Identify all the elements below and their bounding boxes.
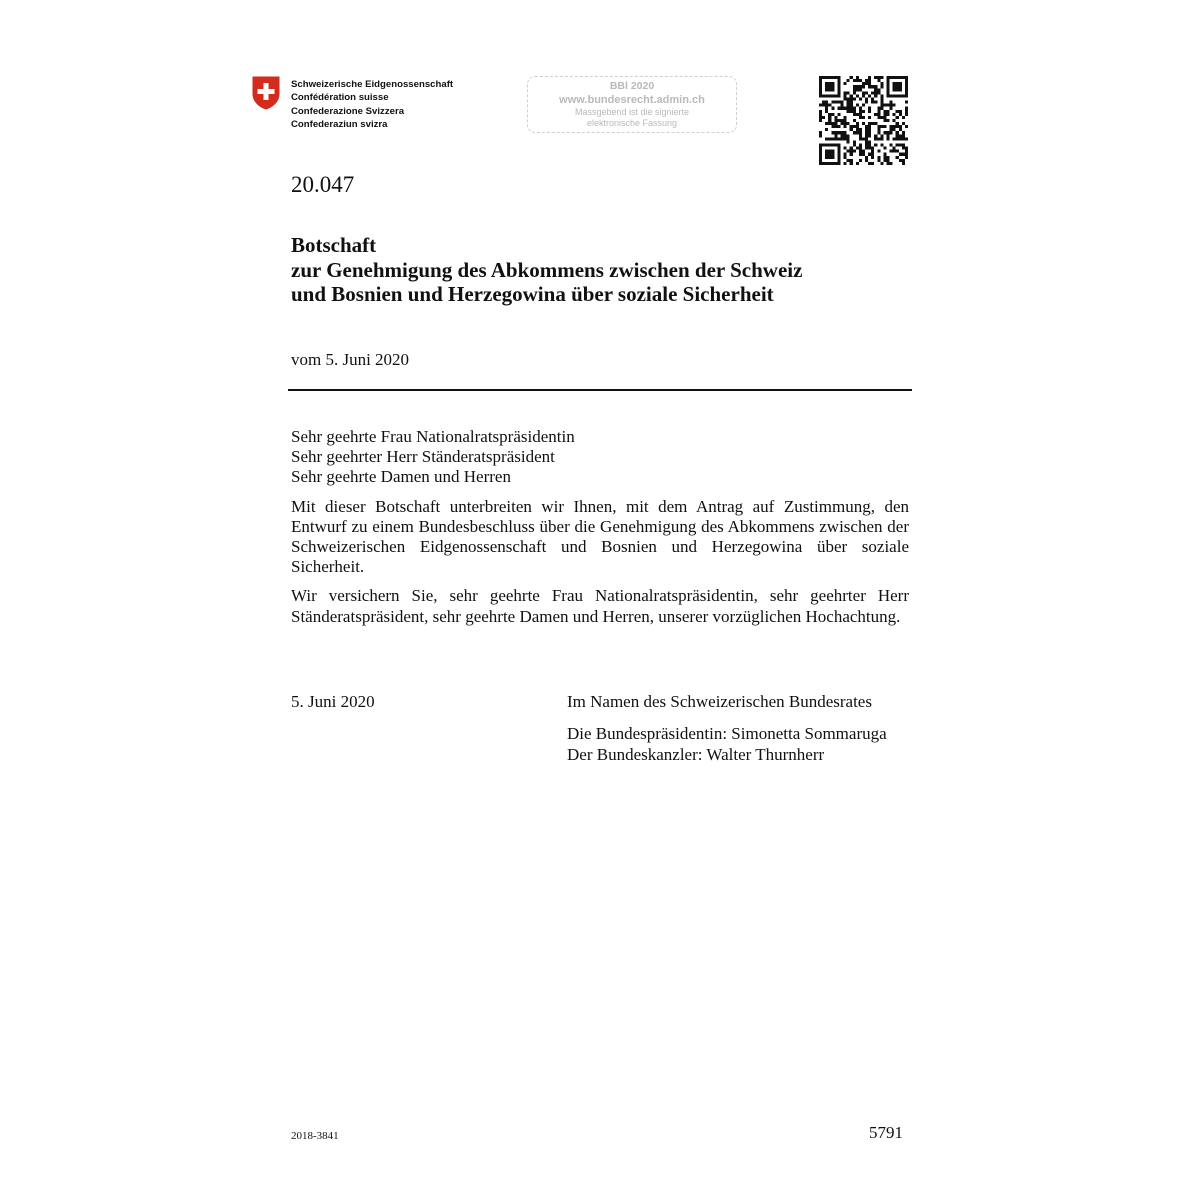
- on-behalf-line: Im Namen des Schweizerischen Bundesrates: [567, 692, 872, 711]
- page-number: 5791: [869, 1123, 903, 1142]
- federation-names: [291, 78, 453, 132]
- salutation-line-2: Sehr geehrter Herr Ständeratspräsident: [291, 447, 555, 467]
- paragraph-closing: Wir versichern Sie, sehr geehrte Frau Nationalratspräsidentin, sehr geehrter Herr Ständeratspräsident, sehr geehrte Damen und Herren, unserer vorzüglichen Hochachtung.: [291, 586, 909, 626]
- president-line: Die Bundespräsidentin: Simonetta Sommaruga: [567, 724, 887, 744]
- signature-date: 5. Juni 2020: [291, 692, 375, 711]
- salutation-line-3: Sehr geehrte Damen und Herren: [291, 467, 511, 487]
- title-line-1: Botschaft: [291, 233, 377, 257]
- title-line-2: zur Genehmigung des Abkommens zwischen der Schweiz: [291, 257, 803, 282]
- swiss-coat-of-arms-icon: [252, 76, 280, 110]
- signature-stamp: [527, 76, 737, 133]
- stamp-publication: BBl 2020: [609, 80, 655, 92]
- stamp-note-line1: Massgebend ist die signierte: [574, 107, 690, 117]
- federation-name-it: Confederazione Svizzera: [291, 105, 405, 117]
- salutation: [291, 427, 909, 488]
- letter-body: [291, 427, 909, 627]
- stamp-note-line2: elektronische Fassung: [586, 118, 678, 128]
- qr-code-icon: [819, 76, 908, 165]
- footer-reference: 2018-3841: [291, 1130, 339, 1142]
- paragraph-proposal: Mit dieser Botschaft unterbreiten wir Ihnen, mit dem Antrag auf Zustimmung, den Entwurf zu einem Bundesbeschluss über die Genehmigung des Abkommens zwischen der Schweizerischen Eidgenossenschaft und Bosnien und Herzegowina über soziale Sicherheit.: [291, 496, 909, 577]
- stamp-url: www.bundesrecht.admin.ch: [559, 94, 705, 106]
- signature-block: [567, 692, 887, 765]
- federation-name-rm: Confederaziun svizra: [291, 119, 388, 131]
- federation-name-de: Schweizerische Eidgenossenschaft: [291, 79, 454, 90]
- title-line-3: und Bosnien und Herzegowina über soziale Sicherheit: [291, 282, 774, 306]
- salutation-line-1: Sehr geehrte Frau Nationalratspräsidentin: [291, 427, 575, 446]
- page-title: [291, 233, 802, 307]
- divider: [288, 389, 912, 391]
- chancellor-line: Der Bundeskanzler: Walter Thurnherr: [567, 744, 825, 764]
- federation-name-fr: Confédération suisse: [291, 92, 389, 104]
- document-number: 20.047: [291, 172, 355, 197]
- message-date: vom 5. Juni 2020: [291, 350, 410, 369]
